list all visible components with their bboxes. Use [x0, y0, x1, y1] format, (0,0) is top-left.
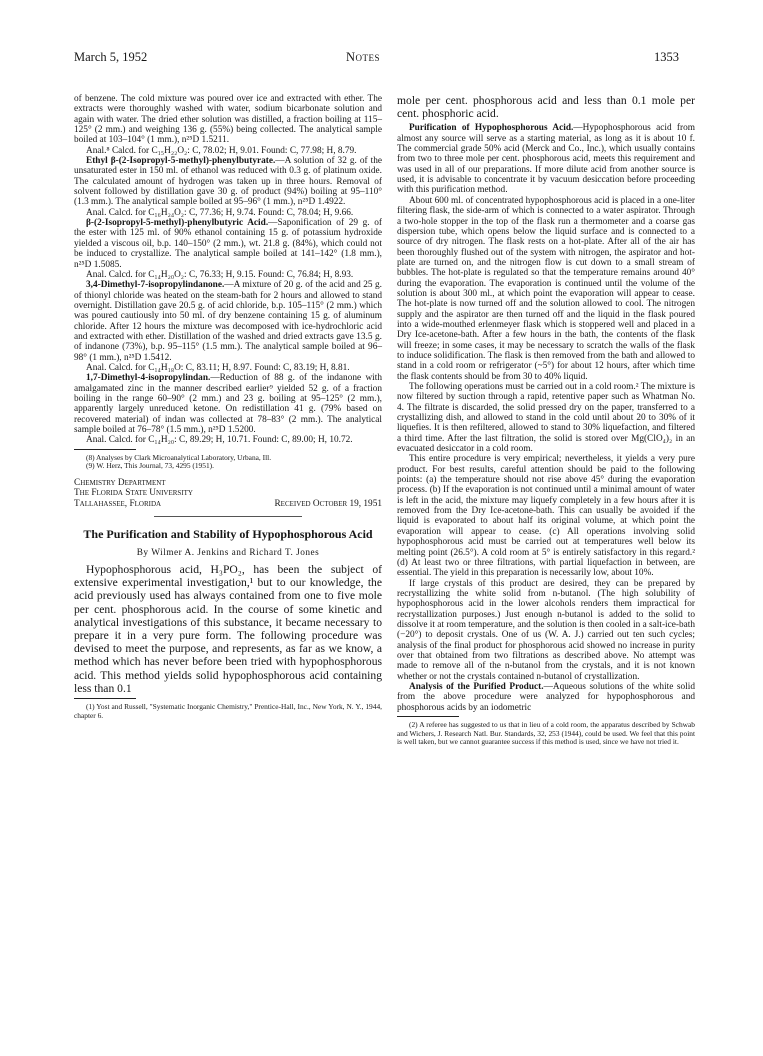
paragraph [397, 682, 695, 713]
header-section: Notes [346, 50, 381, 64]
footnote: (9) W. Herz, This Journal, 73, 4295 (1951). [86, 461, 214, 471]
paragraph [397, 123, 695, 195]
paragraph [74, 218, 382, 270]
affiliation-line: Chemistry Department [74, 477, 166, 488]
affiliation-line: The Florida State University [74, 488, 193, 499]
header-page-number: 1353 [654, 50, 679, 64]
article-separator [154, 516, 302, 517]
paragraph-text: —A mixture of 20 g. of the acid and 25 g. of thionyl chloride was heated on the steam-bath for 2 hours and allowed to stand overnight. Distillation gave 20.5 g. of acid chloride, b.p. 105–115° (2 mm.) which was poured cautiously into 50 ml. of dry benzene containing 15 g. of aluminum chloride. After 12 hours the mixture was decomposed with ice-hydrochloric acid and extracted with ether. Distillation of the washed and dried extracts gave 13.5 g. of indanone (73%), b.p. 95–115° (1.5 mm.). The analytical sample boiled at 96–98° (1 mm.), n²⁵D 1.5412. [74, 280, 382, 363]
footnote: (8) Analyses by Clark Microanalytical Laboratory, Urbana, Ill. [86, 452, 272, 462]
received-date: Received October 19, 1951 [274, 499, 382, 510]
intro-continuation: mole per cent. phosphorous acid and less than 0.1 mole per cent. phosphoric acid. [397, 94, 695, 121]
analysis-line: Anal. Calcd. for C₁₄H₁₈O: C, 83.11; H, 8.97. Found: C, 83.19; H, 8.81. [86, 362, 350, 373]
analysis-line: Anal. Calcd. for C₁₄H₂₀: C, 89.29; H, 10.71. Found: C, 89.00; H, 10.72. [86, 435, 353, 446]
paragraph [74, 156, 382, 208]
paragraph: About 600 ml. of concentrated hypophosphorous acid is placed in a one-liter filtering flask, the side-arm of which is connected to a water aspirator. Through a two-hole stopper in the top of the flask run a thermometer and a coarse gas dispersion tube, which opens below the liquid surface and is connected to a source of dry nitrogen. The flask rests on a hot-plate. After all of the air has been thoroughly flushed out of the system with nitrogen, the aspirator and hot-plate are turned on, and the nitrogen flow is cut down to a small stream of bubbles. The hot-plate is regulated so that the temperature remains around 40° during the evaporation. The evaporation is continued until the volume of the solution is about 300 ml., at which point the evaporation will appear to cease. The hot-plate is now turned off and the solution allowed to cool. The nitrogen supply and the aspirator are then turned off and the liquid in the flask poured into a wide-mouthed erlenmeyer flask which is stoppered well and placed in a Dry Ice-acetone-bath. After a few hours in the bath, the contents of the flask will freeze; in some cases, it may be necessary to scratch the walls of the flask to induce solidification. The flask is then removed from the bath and allowed to stand in a cold room or refrigerator (~5°) for about 12 hours, after which time the flask contents should be from 30 to 40% liquid. [397, 195, 695, 382]
analysis-line: Anal. Calcd. for C₁₆H₂₄O₂: C, 77.36; H, 9.74. Found: C, 78.04; H, 9.66. [86, 207, 354, 218]
article-authors: By Wilmer A. Jenkins and Richard T. Jones [136, 547, 320, 558]
running-header [0, 50, 763, 66]
analysis-line: Anal.⁸ Calcd. for C₁₅H₂₂O₂: C, 78.02; H, 9.01. Found: C, 77.98; H, 8.79. [86, 145, 357, 156]
affiliation-row [74, 499, 382, 510]
footnote: (1) Yost and Russell, "Systematic Inorganic Chemistry," Prentice-Hall, Inc., New York, N. Y., 1944, chapter 6. [74, 702, 382, 720]
footnote-rule [397, 716, 459, 717]
affiliation-line: Tallahassee, Florida [74, 499, 162, 510]
paragraph-text: —Saponification of 29 g. of the ester with 125 ml. of 90% ethanol containing 15 g. of potassium hydroxide yielded a viscous oil, b.p. 140–150° (2 mm.), wt. 21.8 g. (84%), which could not be induced to crystallize. The analytical sample boiled at 141–142° (1.8 mm.), n²⁵D 1.5085. [74, 218, 382, 270]
paragraph-text: —A solution of 32 g. of the unsaturated ester in 150 ml. of ethanol was reduced with 0.3 g. of platinum oxide. The calculated amount of hydrogen was taken up in three hours. Removal of solvent followed by distillation gave 30 g. of product (94%) boiling at 95–110° (1.3 mm.). The analytical sample boiled at 95–96° (1 mm.), n²⁵D 1.4922. [74, 156, 382, 208]
section-heading: Purification of Hypophosphorous Acid. [409, 123, 574, 134]
paragraph-text: —Reduction of 88 g. of the indanone with amalgamated zinc in the manner described earlier⁹ yielded 52 g. of a fraction boiling in the range 60–90° (2 mm.) and 23 g. boiling at 95–125° (2 mm.), apparently largely unreduced ketone. On redistillation 41 g. (79% based on recovered material) of indan was collected at 78–83° (2 mm.). The analytical sample boiled at 76–78° (1.5 mm.), n²⁵D 1.5200. [74, 373, 382, 435]
header-date: March 5, 1952 [74, 50, 148, 64]
paragraph: of benzene. The cold mixture was poured over ice and extracted with ether. The extracts were thoroughly washed with water, sodium bicarbonate solution and again with water. The dried ether solution was distilled, a fraction boiling at 115–125° (2 mm.) and weighing 136 g. (55%) being collected. The analytical sample boiled at 103–104° (1 mm.), n²⁵D 1.5211. [74, 94, 382, 146]
paragraph: If large crystals of this product are desired, they can be prepared by recrystallizing the white solid from n-butanol. (The high solubility of hypophosphorous acid in the lower alcohols renders them impractical for recrystallization purposes.) Just enough n-butanol is added to the solid to dissolve it at room temperature, and the solution is then cooled in a salt-ice-bath (−20°) to deposit crystals. One of us (W. A. J.) carried out ten such cycles; analysis of the final product for phosphorous acid showed no increase in purity over that obtained from two filtrations as described above. No attempt was made to remove all of the n-butanol from the crystals, and it is not known whether or not the crystals contained n-butanol of crystallization. [397, 578, 695, 682]
paragraph-text: —Aqueous solutions of the white solid from the above procedure were analyzed for hypophosphorous and phosphorous acids by an iodometric [397, 681, 695, 713]
compound-heading: 1,7-Dimethyl-4-isopropylindan. [86, 373, 211, 384]
left-column [74, 94, 382, 720]
paragraph: This entire procedure is very empirical; nevertheless, it yields a very pure product. For best results, careful attention should be paid to the following points: (a) the temperature should not rise above 45° during the evaporation process. (b) If the evaporation is not continued until a minimal amount of water is left in the acid, the mixture may liquefy completely in a few hours after it is removed from the Dry Ice-acetone-bath. This can usually be avoided if the liquid is evaporated to about half its original volume, at which point the evaporation will appear to cease. (c) All operations involving solid hypophosphorous acid must be carried out at temperatures well below its melting point (26.5°). A cold room at 5° is entirely satisfactory in this regard.² (d) At least two or three filtrations, with partial liquefaction in between, are essential. The yield in this preparation is necessarily low, about 10%. [397, 454, 695, 579]
compound-heading: 3,4-Dimethyl-7-isopropylindanone. [86, 280, 225, 291]
article-title: The Purification and Stability of Hypophosphorous Acid [83, 526, 373, 541]
compound-heading: Ethyl β-(2-Isopropyl-5-methyl)-phenylbutyrate. [86, 156, 276, 167]
paragraph: The following operations must be carried out in a cold room.² The mixture is now filtered by suction through a rapid, retentive paper such as Whatman No. 4. The filtrate is discarded, the solid pressed dry on the paper, transferred to a crystallizing dish, and allowed to stand in the cold until about 20 to 30% of it liquefies. It is then refiltered, allowed to stand to 30% liquefaction, and filtered a third time. After the last filtration, the solid is stored over Mg(ClO₄)₂ in an evacuated desiccator in a cold room. [397, 382, 695, 455]
footnote-rule [74, 698, 136, 699]
footnote: (2) A referee has suggested to us that in lieu of a cold room, the apparatus described by Schwab and Wichers, J. Research Natl. Bur. Standards, 32, 253 (1944), could be used. We feel that this point is well taken, but we cannot guarantee success if this method is used, since we have not tried it. [397, 720, 695, 747]
compound-heading: β-(2-Isopropyl-5-methyl)-phenylbutyric Acid. [86, 218, 269, 229]
analysis-line: Anal. Calcd. for C₁₄H₂₀O₂: C, 76.33; H, 9.15. Found: C, 76.84; H, 8.93. [86, 269, 354, 280]
section-heading: Analysis of the Purified Product. [409, 681, 544, 692]
paragraph [74, 280, 382, 363]
footnote-rule [74, 449, 136, 450]
right-column [397, 94, 695, 747]
intro-paragraph: Hypophosphorous acid, H₃PO₂, has been the subject of extensive experimental investigation,¹ but to our knowledge, the acid previously used has always contained from one to five mole per cent. phosphorous acid. In the course of some kinetic and analytical investigations of this substance, it became necessary to prepare it in a very pure form. The following procedure was devised to meet the purpose, and represents, as far as we know, a method which has never before been tried with hypophosphorous acid. This method yields solid hypophosphorous acid containing less than 0.1 [74, 563, 382, 695]
paragraph-text: —Hypophosphorous acid from almost any source will serve as a starting material, as long as it is about 10 f. The commercial grade 50% acid (Merck and Co., Inc.), which usually contains from two to three mole per cent. phosphorous acid, meets this requirement and was used in all of our preparations. If more dilute acid from another source is used, it is advisable to concentrate it by vacuum desiccation before proceeding with this purification method. [397, 123, 696, 196]
paragraph [74, 373, 382, 435]
